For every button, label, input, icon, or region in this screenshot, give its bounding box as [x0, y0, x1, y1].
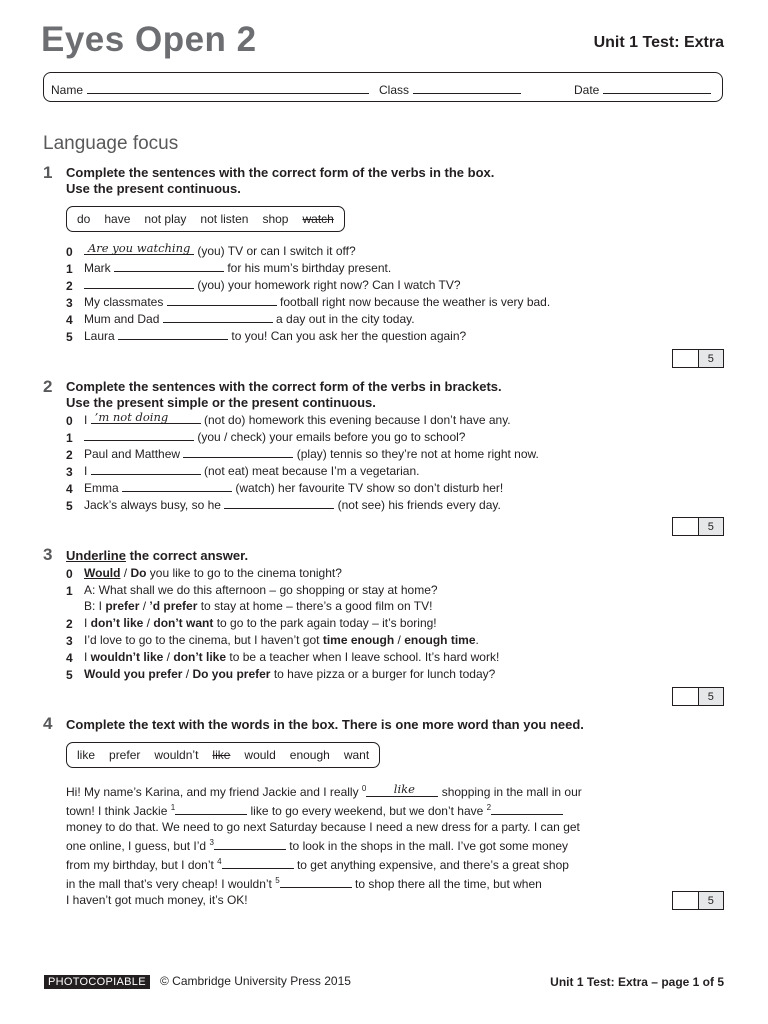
- option-a[interactable]: Would you prefer: [84, 667, 183, 681]
- exercise-4-text: [66, 781, 582, 908]
- text-segment: from my birthday, but I don’t: [66, 858, 218, 873]
- word: do: [77, 212, 91, 226]
- word: not listen: [200, 212, 249, 226]
- item-text: to stay at home – there’s a good film on TV!: [197, 599, 433, 613]
- gap-number: 5: [275, 876, 280, 886]
- answer-blank[interactable]: [114, 260, 224, 272]
- item-text: for his mum’s birthday present.: [224, 261, 392, 275]
- item-text: (not do) homework this evening because I don’t have any.: [200, 413, 511, 427]
- word: want: [343, 748, 370, 762]
- answer-blank[interactable]: [280, 876, 352, 888]
- exercise-3-instructions: [66, 548, 248, 564]
- section-title: Language focus: [43, 133, 179, 154]
- score-total: 5: [699, 688, 724, 705]
- text-line: money to do that. We need to go next Saturday because I need a new dress for a party. I can get: [66, 819, 580, 834]
- item-text: to you! Can you ask her the question again?: [228, 329, 467, 343]
- answer-blank[interactable]: [224, 497, 334, 509]
- item-number: 4: [66, 482, 73, 496]
- copyright-text: © Cambridge University Press 2015: [160, 974, 351, 988]
- text-line: I haven’t got much money, it’s OK!: [66, 892, 248, 907]
- text-segment: to look in the shops in the mall. I’ve got some money: [285, 838, 569, 853]
- option-b[interactable]: don’t like: [173, 650, 227, 664]
- exercise-4-instructions: Complete the text with the words in the box. There is one more word than you need.: [66, 717, 584, 732]
- exercise-2-item: [84, 429, 465, 446]
- gap-number: 2: [486, 803, 492, 813]
- item-number: 3: [66, 465, 73, 479]
- word: would: [244, 748, 276, 762]
- item-number: 2: [66, 448, 73, 462]
- answer-blank[interactable]: [163, 311, 273, 323]
- separator: /: [182, 667, 193, 681]
- answer-blank[interactable]: [84, 277, 194, 289]
- item-text: Mark: [84, 261, 114, 275]
- separator: /: [120, 566, 131, 580]
- item-text: you like to go to the cinema tonight?: [146, 566, 342, 580]
- item-text: to have pizza or a burger for lunch today?: [270, 667, 496, 681]
- item-text: football right now because the weather is very bad.: [276, 295, 551, 309]
- text-line: [66, 781, 582, 800]
- option-a[interactable]: time enough: [322, 633, 395, 647]
- item-text: to be a teacher when I leave school. It’s hard work!: [226, 650, 500, 664]
- name-line[interactable]: [87, 81, 369, 94]
- name-label: Name: [51, 83, 84, 97]
- item-number: 2: [66, 279, 73, 293]
- item-text: I: [84, 616, 91, 630]
- item-text: I: [84, 413, 91, 427]
- text-segment: to get anything expensive, and there’s a great shop: [293, 858, 569, 873]
- item-text: Laura: [84, 329, 119, 343]
- option-a[interactable]: don’t like: [90, 616, 144, 630]
- exercise-1-instruction-line-2: Use the present continuous.: [66, 181, 241, 196]
- answer-blank[interactable]: [118, 328, 228, 340]
- exercise-2-item: [84, 446, 539, 463]
- option-a[interactable]: prefer: [105, 599, 140, 613]
- item-text: Paul and Matthew: [84, 447, 184, 461]
- text-segment: shopping in the mall in our: [438, 785, 582, 799]
- text-line: [66, 854, 582, 873]
- item-text: (you / check) your emails before you go to school?: [194, 430, 466, 444]
- answer-blank[interactable]: [84, 243, 194, 255]
- separator: /: [394, 633, 405, 647]
- page-indicator: Unit 1 Test: Extra – page 1 of 5: [550, 975, 724, 989]
- item-text: I: [84, 650, 91, 664]
- exercise-1-instructions: [66, 165, 494, 197]
- item-number: 0: [66, 414, 73, 428]
- answer-blank[interactable]: [491, 803, 563, 815]
- gap-number: 4: [217, 857, 222, 867]
- exercise-3-item: [84, 565, 342, 582]
- exercise-3-number: 3: [43, 545, 53, 564]
- exercise-1-item: [84, 260, 391, 277]
- item-text: My classmates: [84, 295, 167, 309]
- exercise-1-item: [84, 294, 550, 311]
- exercise-3-item: [84, 649, 499, 666]
- item-text: Emma: [84, 481, 123, 495]
- exercise-3-item: [84, 632, 479, 649]
- exercise-2-item: [84, 480, 503, 497]
- item-number: 1: [66, 431, 73, 445]
- text-segment: to shop there all the time, but when: [351, 877, 542, 892]
- exercise-2-score-box: [672, 517, 724, 536]
- exercise-2-instructions: [66, 379, 502, 411]
- item-text: .: [475, 633, 479, 647]
- word: have: [104, 212, 131, 226]
- item-text: (play) tennis so they’re not at home right now.: [293, 447, 539, 461]
- exercise-3-item: [84, 598, 432, 615]
- answer-blank[interactable]: [222, 857, 294, 869]
- exercise-1-number: 1: [43, 163, 53, 182]
- word: prefer: [109, 748, 141, 762]
- book-title: Eyes Open 2: [41, 20, 257, 59]
- answer-blank[interactable]: [122, 480, 232, 492]
- item-text: (watch) her favourite TV show so don’t disturb her!: [232, 481, 504, 495]
- option-a-underlined[interactable]: Would: [84, 566, 121, 580]
- class-label: Class: [379, 83, 410, 97]
- exercise-2-instruction-line-1: Complete the sentences with the correct form of the verbs in brackets.: [66, 379, 502, 394]
- item-number: 5: [66, 499, 73, 513]
- item-number: 3: [66, 296, 73, 310]
- answer-blank[interactable]: [183, 446, 293, 458]
- item-number: 4: [66, 651, 73, 665]
- score-input[interactable]: [673, 688, 699, 705]
- item-number: 2: [66, 617, 73, 631]
- instruction-underline-word: Underline: [66, 548, 126, 563]
- exercise-4-word-box: [66, 742, 380, 768]
- option-b[interactable]: Do you prefer: [192, 667, 271, 681]
- answer-blank[interactable]: [366, 782, 438, 797]
- item-number: 5: [66, 330, 73, 344]
- score-input[interactable]: [673, 518, 699, 535]
- item-number: 0: [66, 245, 73, 259]
- exercise-2-item: [84, 463, 419, 480]
- score-total: 5: [699, 350, 724, 367]
- text-line: [66, 835, 582, 854]
- exercise-1-score-box: [672, 349, 724, 368]
- answer-blank[interactable]: [91, 463, 201, 475]
- gap-number: 0: [361, 784, 367, 793]
- score-input[interactable]: [673, 892, 699, 909]
- word: shop: [262, 212, 289, 226]
- exercise-4-number: 4: [43, 714, 53, 733]
- answer-blank[interactable]: [167, 294, 277, 306]
- instruction-text: the correct answer.: [125, 548, 249, 563]
- exercise-3-score-box: [672, 687, 724, 706]
- answer-blank[interactable]: [214, 838, 286, 850]
- word: not play: [144, 212, 187, 226]
- separator: /: [139, 599, 150, 613]
- exercise-1-item: [84, 277, 461, 294]
- gap-number: 1: [170, 803, 176, 813]
- item-text: I: [84, 464, 91, 478]
- item-text: to go to the park again today – it’s boring!: [213, 616, 437, 630]
- example-answer: ’m not doing: [94, 410, 169, 424]
- exercise-1-item: [84, 243, 356, 260]
- text-line: [66, 800, 582, 819]
- option-b[interactable]: enough time: [404, 633, 476, 647]
- item-text: I’d love to go to the cinema, but I haven’t got: [84, 633, 323, 647]
- gap-number: 3: [209, 837, 214, 847]
- item-text: (you) TV or can I switch it off?: [194, 244, 356, 258]
- exercise-3-item: A: What shall we do this afternoon – go shopping or stay at home?: [84, 583, 438, 597]
- exercise-2-instruction-line-2: Use the present simple or the present continuous.: [66, 395, 376, 410]
- option-b[interactable]: ’d prefer: [149, 599, 198, 613]
- answer-blank[interactable]: [84, 429, 194, 441]
- item-number: 3: [66, 634, 73, 648]
- option-a[interactable]: wouldn’t like: [90, 650, 164, 664]
- item-text: Mum and Dad: [84, 312, 163, 326]
- class-line[interactable]: [413, 81, 521, 94]
- score-total: 5: [699, 518, 724, 535]
- exercise-1-instruction-line-1: Complete the sentences with the correct form of the verbs in the box.: [66, 165, 495, 180]
- example-answer: Are you watching: [88, 241, 191, 255]
- test-title: Unit 1 Test: Extra: [593, 34, 724, 51]
- exercise-2-item: [84, 412, 511, 429]
- exercise-3-item: [84, 615, 437, 632]
- exercise-1-item: [84, 328, 466, 345]
- photocopiable-badge: PHOTOCOPIABLE: [44, 975, 150, 989]
- separator: /: [143, 616, 154, 630]
- example-answer: like: [393, 782, 415, 796]
- date-field[interactable]: [574, 81, 711, 97]
- item-number: 5: [66, 668, 73, 682]
- exercise-1-item: [84, 311, 415, 328]
- text-segment: Hi! My name’s Karina, and my friend Jackie and I really: [66, 785, 362, 799]
- text-segment: in the mall that’s very cheap! I wouldn’t: [66, 877, 276, 892]
- exercise-4-score-box: [672, 891, 724, 910]
- text-segment: one online, I guess, but I’d: [66, 838, 210, 853]
- item-text: B: I: [84, 599, 106, 613]
- score-input[interactable]: [673, 350, 699, 367]
- word: enough: [289, 748, 330, 762]
- item-text: Jack’s always busy, so he: [84, 498, 225, 512]
- item-number: 4: [66, 313, 73, 327]
- item-text: (not eat) meat because I’m a vegetarian.: [200, 464, 420, 478]
- word-crossed-out: watch: [302, 212, 334, 226]
- option-b[interactable]: Do: [130, 566, 147, 580]
- separator: /: [163, 650, 174, 664]
- name-field[interactable]: [51, 81, 369, 97]
- answer-blank[interactable]: [91, 412, 201, 424]
- exercise-2-item: [84, 497, 501, 514]
- answer-blank[interactable]: [175, 803, 247, 815]
- word: like: [77, 748, 96, 762]
- text-segment: like to go every weekend, but we don’t have: [247, 804, 487, 819]
- exercise-1-word-box: [66, 206, 345, 232]
- score-total: 5: [699, 892, 724, 909]
- date-label: Date: [574, 83, 600, 97]
- text-line: [66, 873, 582, 892]
- item-number: 0: [66, 567, 73, 581]
- date-line[interactable]: [603, 81, 711, 94]
- class-field[interactable]: [379, 81, 521, 97]
- item-number: 1: [66, 584, 73, 598]
- item-text: (you) your homework right now? Can I watch TV?: [194, 278, 461, 292]
- exercise-2-number: 2: [43, 377, 53, 396]
- item-text: (not see) his friends every day.: [334, 498, 501, 512]
- item-number: 1: [66, 262, 73, 276]
- word-crossed-out: like: [212, 748, 231, 762]
- exercise-3-item: [84, 666, 495, 683]
- word: wouldn’t: [154, 748, 199, 762]
- item-text: a day out in the city today.: [272, 312, 415, 326]
- text-segment: town! I think Jackie: [66, 804, 171, 819]
- option-b[interactable]: don’t want: [153, 616, 214, 630]
